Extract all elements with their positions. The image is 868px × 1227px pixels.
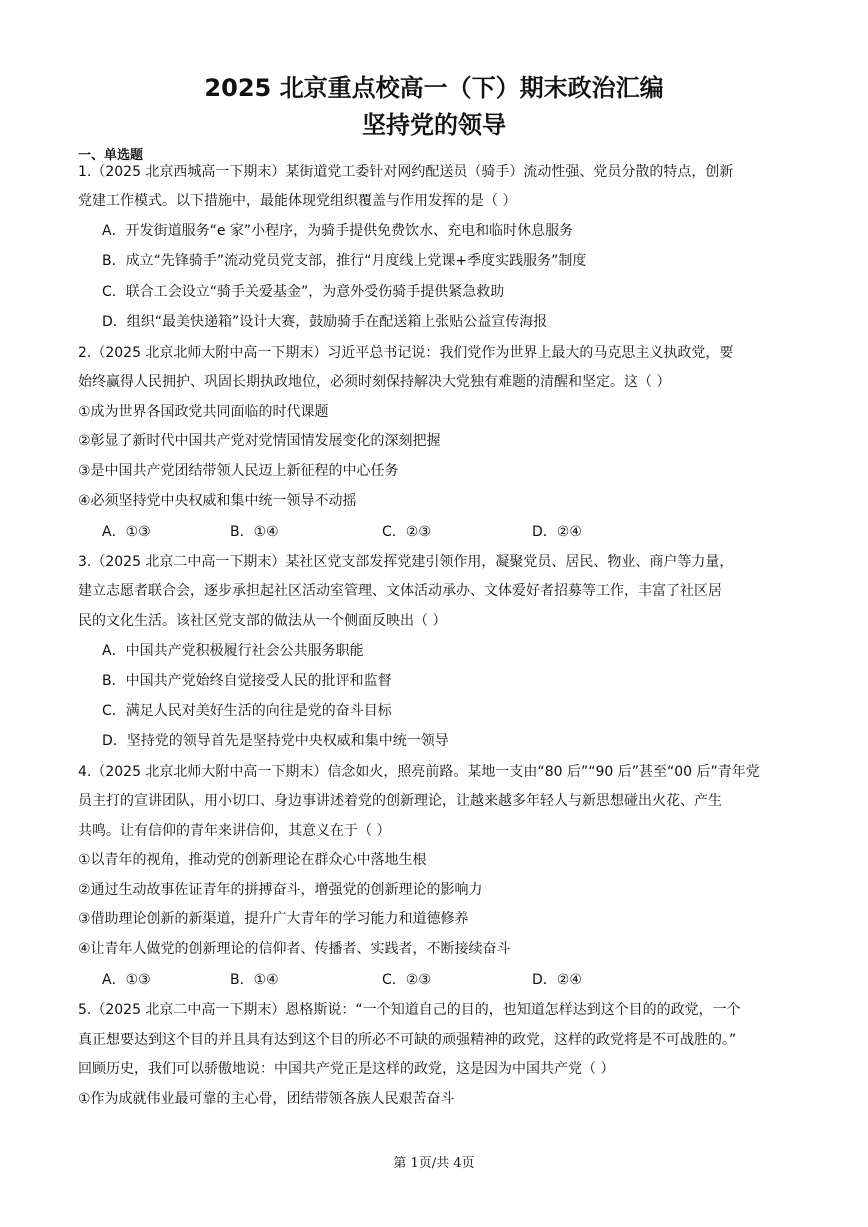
q5-stem-line-2: 真正想要达到这个目的并且具有达到这个目的所必不可缺的顽强精神的政党，这样的政党将是不可战胜的。” bbox=[78, 1032, 737, 1048]
q2-item-3: ③是中国共产党团结带领人民迈上新征程的中心任务 bbox=[78, 463, 399, 479]
q1-option-a: A．开发街道服务“e 家”小程序，为骑手提供免费饮水、充电和临时休息服务 bbox=[102, 223, 574, 239]
q4-item-4: ④让青年人做党的创新理论的信仰者、传播者、实践者，不断接续奋斗 bbox=[78, 941, 511, 957]
q5-stem-line-3: 回顾历史，我们可以骄傲地说：中国共产党正是这样的政党，这是因为中国共产党（ ） bbox=[78, 1061, 615, 1077]
document-title: 2025 北京重点校高一（下）期末政治汇编 bbox=[204, 74, 664, 102]
q4-stem-line-2: 员主打的宣讲团队，用小切口、身边事讲述着党的创新理论，让越来越多年轻人与新思想碰出火花、产生 bbox=[78, 793, 722, 809]
q4-item-1: ①以青年的视角，推动党的创新理论在群众心中落地生根 bbox=[78, 852, 427, 868]
q2-option-c: C．②③ bbox=[382, 524, 431, 540]
document-subtitle: 坚持党的领导 bbox=[362, 111, 506, 139]
q2-option-d: D．②④ bbox=[532, 524, 582, 540]
q4-item-3: ③借助理论创新的新渠道，提升广大青年的学习能力和道德修养 bbox=[78, 911, 469, 927]
q2-stem-line-1: 2.（2025 北京北师大附中高一下期末）习近平总书记说：我们党作为世界上最大的马克思主义执政党，要 bbox=[78, 345, 734, 361]
q4-stem-line-3: 共鸣。让有信仰的青年来讲信仰，其意义在于（ ） bbox=[78, 823, 391, 839]
q3-stem-line-3: 民的文化生活。该社区党支部的做法从一个侧面反映出（ ） bbox=[78, 613, 447, 629]
q1-stem-line-1: 1.（2025 北京西城高一下期末）某街道党工委针对网约配送员（骑手）流动性强、党员分散的特点，创新 bbox=[78, 164, 734, 180]
section-heading: 一、单选题 bbox=[78, 148, 144, 163]
q3-stem-line-2: 建立志愿者联合会，逐步承担起社区活动室管理、文体活动承办、文体爱好者招募等工作，丰富了社区居 bbox=[78, 583, 722, 599]
q1-option-d: D．组织“最美快递箱”设计大赛，鼓励骑手在配送箱上张贴公益宣传海报 bbox=[102, 314, 548, 330]
q5-stem-line-1: 5.（2025 北京二中高一下期末）恩格斯说：“一个知道自己的目的，也知道怎样达到这个目的的政党，一个 bbox=[78, 1002, 741, 1018]
q2-option-a: A．①③ bbox=[102, 524, 151, 540]
q5-item-1: ①作为成就伟业最可靠的主心骨，团结带领各族人民艰苦奋斗 bbox=[78, 1091, 455, 1107]
q4-option-d: D．②④ bbox=[532, 972, 582, 988]
q1-option-b: B．成立“先锋骑手”流动党员党支部，推行“月度线上党课+季度实践服务”制度 bbox=[102, 253, 587, 269]
q2-stem-line-2: 始终赢得人民拥护、巩固长期执政地位，必须时刻保持解决大党独有难题的清醒和坚定。这（ ） bbox=[78, 374, 671, 390]
q2-item-4: ④必须坚持党中央权威和集中统一领导不动摇 bbox=[78, 493, 357, 509]
q4-option-a: A．①③ bbox=[102, 972, 151, 988]
q3-option-c: C．满足人民对美好生活的向往是党的奋斗目标 bbox=[102, 703, 392, 719]
q4-stem-line-1: 4.（2025 北京北师大附中高一下期末）信念如火，照亮前路。某地一支由“80 后”“90 后”甚至“00 后”青年党 bbox=[78, 764, 760, 780]
q1-stem-line-2: 党建工作模式。以下措施中，最能体现党组织覆盖与作用发挥的是（ ） bbox=[78, 193, 517, 209]
q3-stem-line-1: 3.（2025 北京二中高一下期末）某社区党支部发挥党建引领作用，凝聚党员、居民、物业、商户等力量， bbox=[78, 554, 734, 570]
q2-item-2: ②彰显了新时代中国共产党对党情国情发展变化的深刻把握 bbox=[78, 433, 441, 449]
q2-option-b: B．①④ bbox=[230, 524, 279, 540]
q3-option-a: A．中国共产党积极履行社会公共服务职能 bbox=[102, 643, 364, 659]
q4-item-2: ②通过生动故事佐证青年的拼搏奋斗，增强党的创新理论的影响力 bbox=[78, 882, 483, 898]
q3-option-b: B．中国共产党始终自觉接受人民的批评和监督 bbox=[102, 673, 392, 689]
q4-option-c: C．②③ bbox=[382, 972, 431, 988]
page-footer: 第 1页/共 4页 bbox=[393, 1156, 475, 1171]
q1-option-c: C．联合工会设立“骑手关爱基金”，为意外受伤骑手提供紧急救助 bbox=[102, 284, 505, 300]
q2-item-1: ①成为世界各国政党共同面临的时代课题 bbox=[78, 404, 329, 420]
q4-option-b: B．①④ bbox=[230, 972, 279, 988]
q3-option-d: D．坚持党的领导首先是坚持党中央权威和集中统一领导 bbox=[102, 733, 449, 749]
